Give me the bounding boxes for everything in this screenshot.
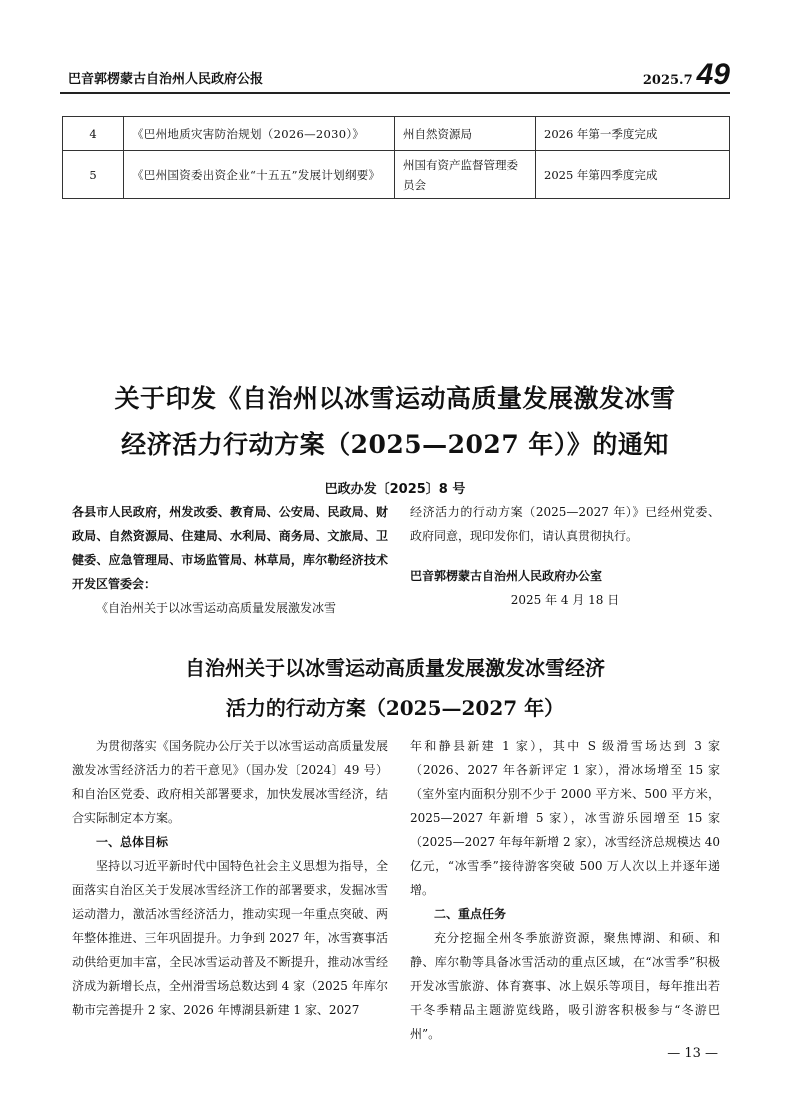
plan-title-line1: 自治州关于以冰雪运动高质量发展激发冰雪经济 bbox=[185, 656, 605, 680]
notice-title-line2: 经济活力行动方案（2025—2027 年）》的通知 bbox=[121, 430, 669, 459]
notice-recipients: 各县市人民政府，州发改委、教育局、公安局、民政局、财政局、自然资源局、住建局、水利局、商务局、文旅局、卫健委、应急管理局、市场监管局、林草局，库尔勒经济技术开发区管委会： bbox=[72, 505, 388, 591]
plan-title-line2: 活力的行动方案（2025—2027 年） bbox=[225, 696, 565, 720]
plan-left-column bbox=[72, 734, 388, 1022]
plan-right-column bbox=[410, 734, 720, 1046]
row-number: 4 bbox=[63, 117, 124, 151]
deadline: 2025 年第四季度完成 bbox=[536, 151, 730, 199]
notice-right-column bbox=[410, 500, 720, 612]
issue-date: 2025.7 bbox=[642, 73, 693, 88]
notice-body-end: 经济活力的行动方案（2025—2027 年）》已经州党委、政府同意，现印发你们，请认真贯彻执行。 bbox=[410, 505, 720, 543]
section-2-title: 二、重点任务 bbox=[434, 907, 507, 921]
notice-title bbox=[40, 376, 750, 468]
section-1-title: 一、总体目标 bbox=[96, 835, 169, 849]
document-number: 巴政办发〔2025〕8 号 bbox=[324, 482, 466, 497]
responsible-dept: 州国有资产监督管理委员会 bbox=[395, 151, 536, 199]
notice-body-start: 《自治州关于以冰雪运动高质量发展激发冰雪 bbox=[96, 601, 337, 615]
notice-title-line1: 关于印发《自治州以冰雪运动高质量发展激发冰雪 bbox=[114, 384, 676, 413]
plan-title bbox=[40, 648, 750, 728]
plan-name: 《巴州国资委出资企业“十五五”发展计划纲要》 bbox=[124, 151, 395, 199]
row-number: 5 bbox=[63, 151, 124, 199]
notice-left-column bbox=[72, 500, 388, 620]
journal-title: 巴音郭楞蒙古自治州人民政府公报 bbox=[68, 72, 264, 87]
responsible-dept: 州自然资源局 bbox=[395, 117, 536, 151]
plan-table bbox=[62, 116, 730, 199]
table-row bbox=[63, 151, 730, 199]
header-rule bbox=[60, 92, 730, 94]
header-page-number: 49 bbox=[696, 58, 730, 91]
section-1-text-cont: 年和静县新建 1 家），其中 S 级滑雪场达到 3 家（2026、2027 年各新评定 1 家），滑冰场增至 15 家（室外室内面积分别不少于 2000 平方米、500 平方米，2025—2027 年新增 5 家），冰雪游乐园增至 15 家（2025—2027 年每年新增 2 家），冰雪经济总规模达 40 亿元，“冰雪季”接待游客突破 500 万人次以上并逐年递增。 bbox=[410, 739, 720, 897]
section-1-text: 坚持以习近平新时代中国特色社会主义思想为指导，全面落实自治区关于发展冰雪经济工作的部署要求，发掘冰雪运动潜力，激活冰雪经济活力，推动实现一年重点突破、两年整体推进、三年巩固提升。力争到 2027 年，冰雪赛事活动供给更加丰富，全民冰雪运动普及不断提升，推动冰雪经济成为新增长点，全州滑雪场总数达到 4 家（2025 年库尔勒市完善提升 2 家、2026 年博湖县新建 1 家、2027 bbox=[72, 859, 388, 1017]
deadline: 2026 年第一季度完成 bbox=[536, 117, 730, 151]
notice-issuer: 巴音郭楞蒙古自治州人民政府办公室 bbox=[410, 569, 603, 583]
notice-issue-date: 2025 年 4 月 18 日 bbox=[510, 593, 620, 607]
footer-page-number: — 13 — bbox=[667, 1046, 718, 1061]
plan-intro: 为贯彻落实《国务院办公厅关于以冰雪运动高质量发展激发冰雪经济活力的若干意见》（国办发〔2024〕49 号）和自治区党委、政府相关部署要求，加快发展冰雪经济，结合实际制定本方案。 bbox=[72, 739, 388, 825]
header-right bbox=[643, 58, 730, 92]
section-2-text: 充分挖掘全州冬季旅游资源，聚焦博湖、和硕、和静、库尔勒等具备冰雪活动的重点区域，在“冰雪季”积极开发冰雪旅游、体育赛事、冰上娱乐等项目，每年推出若干冬季精品主题游览线路，吸引游客积极参与“冬游巴州”。 bbox=[410, 931, 720, 1041]
plan-name: 《巴州地质灾害防治规划（2026—2030）》 bbox=[124, 117, 395, 151]
table-row bbox=[63, 117, 730, 151]
